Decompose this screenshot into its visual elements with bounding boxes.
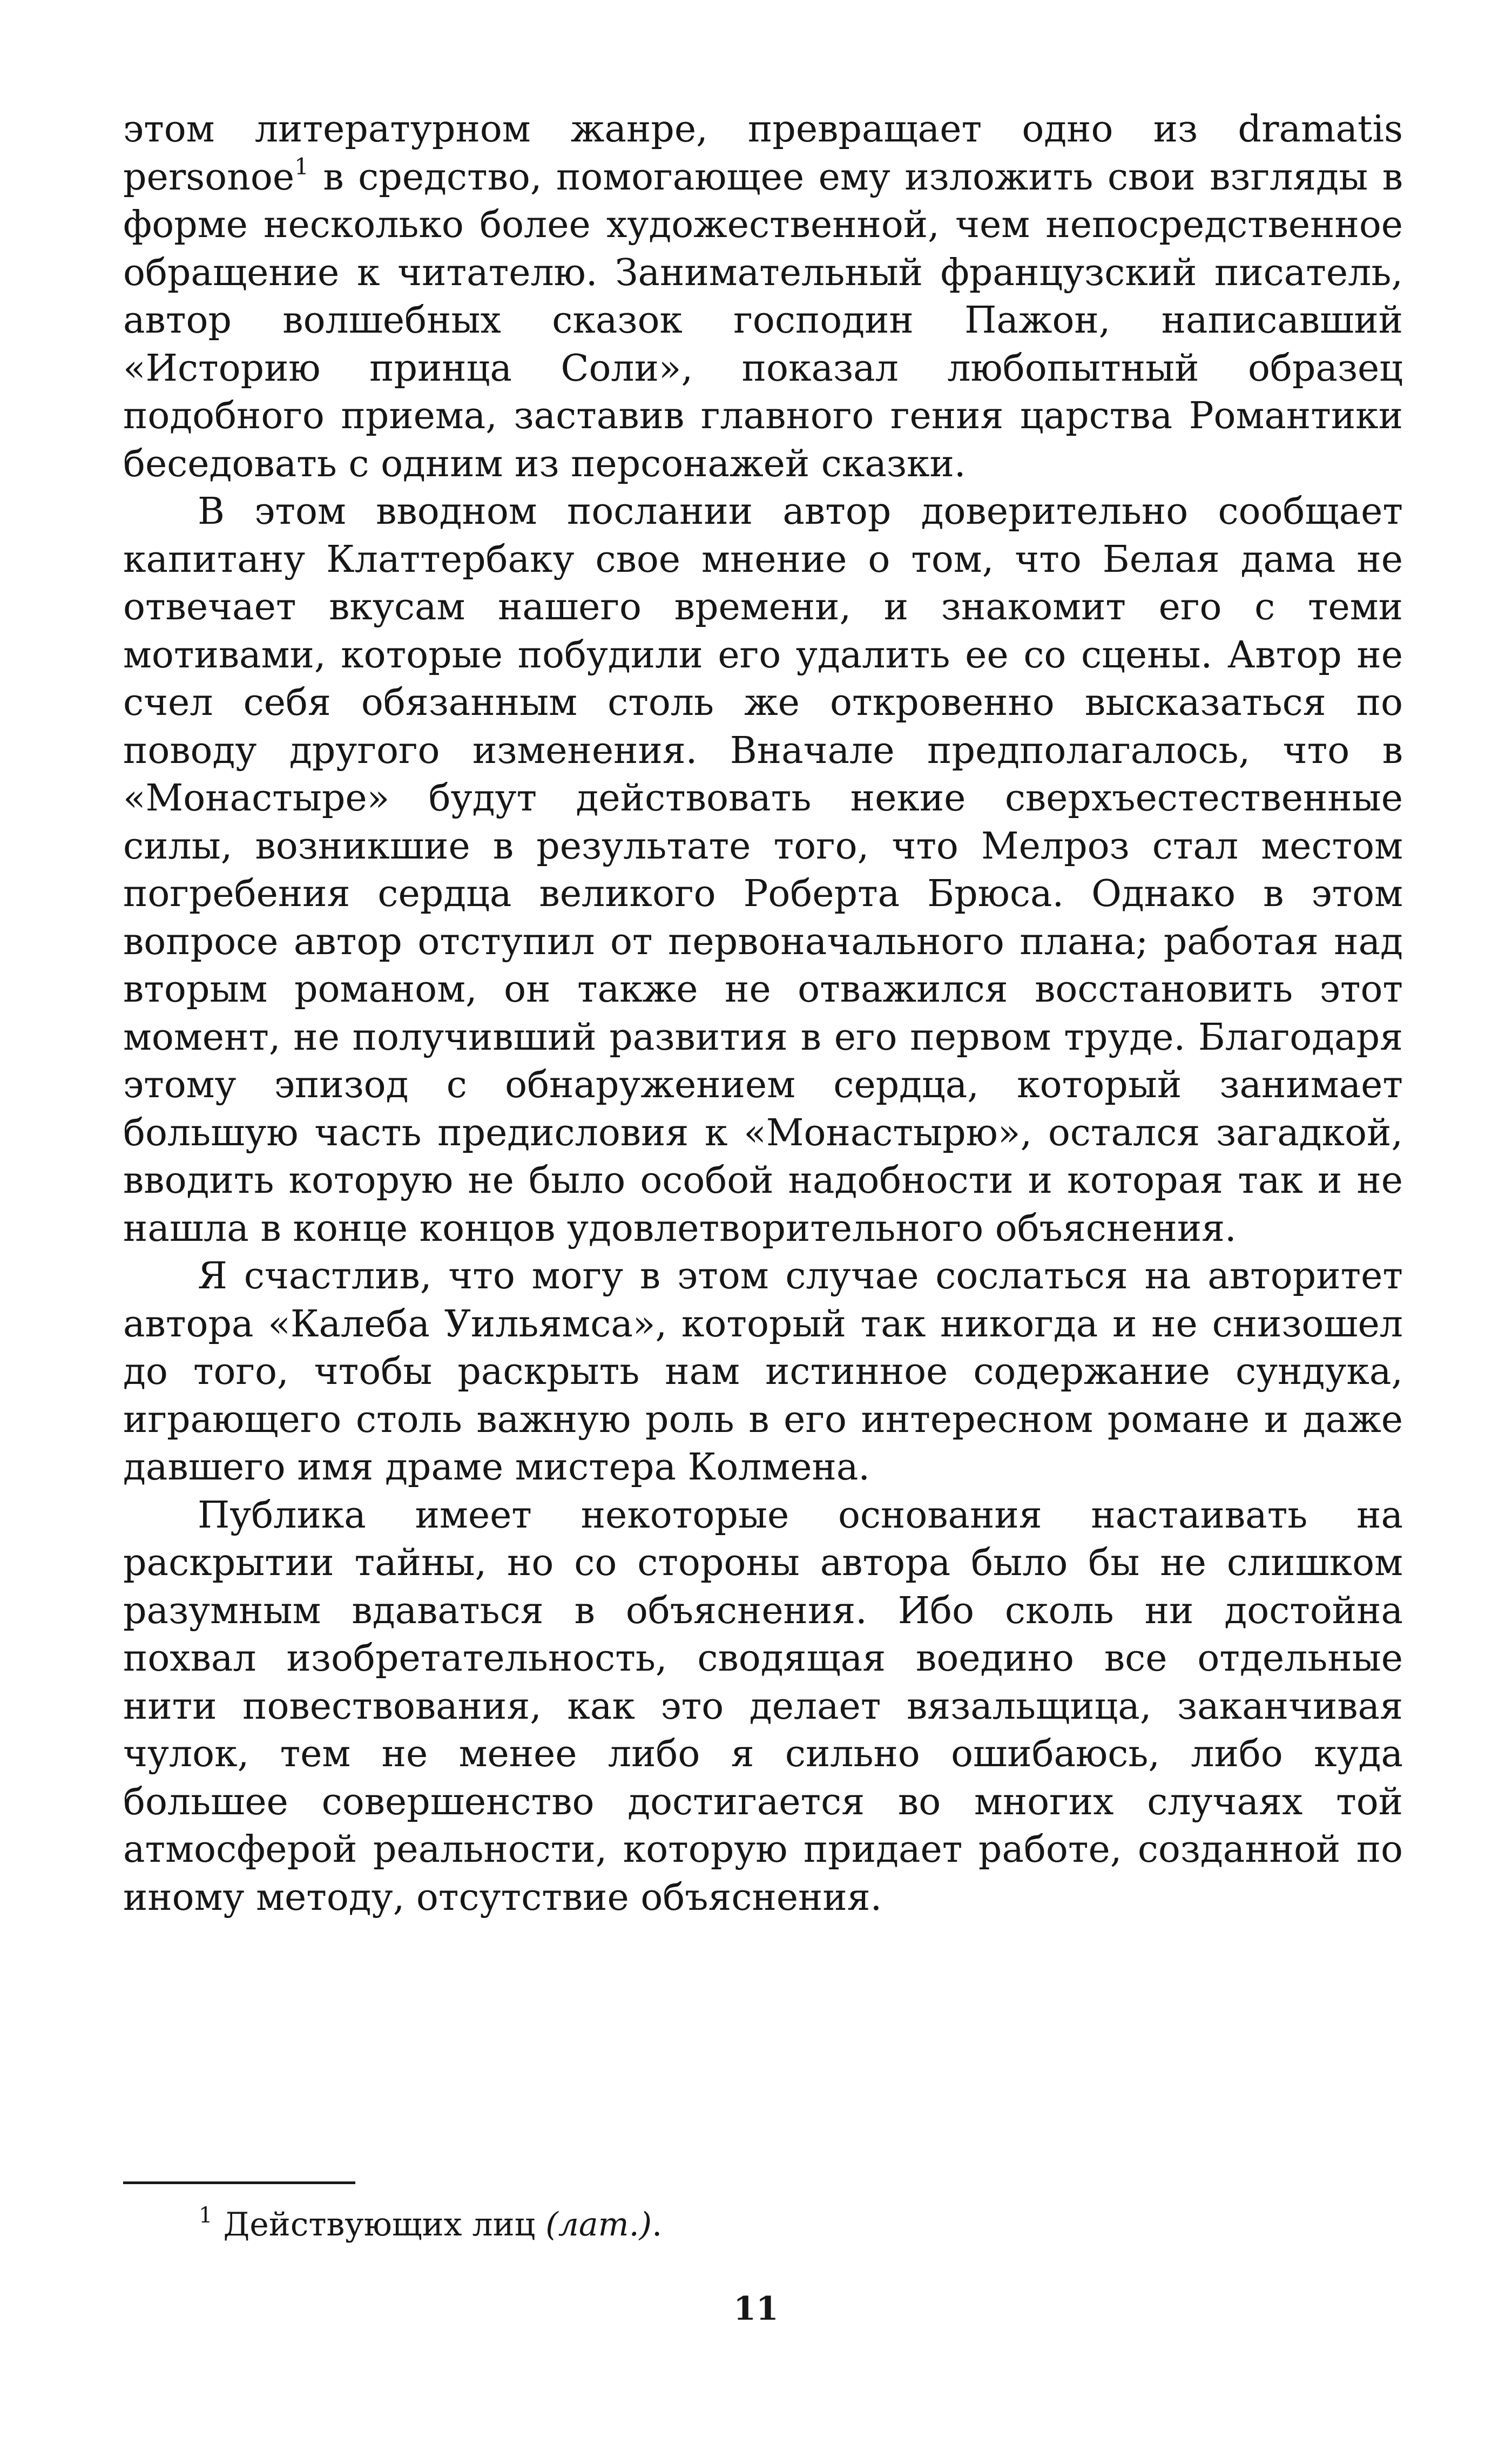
paragraph-1 [123,106,1403,488]
page-body [123,106,1403,1922]
paragraph-3: Я счастлив, что могу в этом случае сослаться на авторитет автора «Калеба Уильямса», который так никогда и не снизошел до того, чтобы раскрыть нам истинное содержание сундука, играющего столь важную роль в его интересном романе и даже давшего имя драме мистера Колмена. [123,1255,1403,1489]
footnote-language-note: (лат.) [545,2206,652,2244]
footnote-text: Действующих лиц [223,2206,546,2244]
paragraph-1-text-start: этом литературном жанре, превращает одно из dramatis personoe [123,108,1403,199]
footnote-mark: 1 [199,2203,213,2228]
footnote-reference: 1 [294,153,309,180]
footnote [199,2203,662,2246]
footnote-divider [123,2181,355,2184]
page-number: 11 [733,2290,779,2328]
paragraph-2: В этом вводном послании автор доверительно сообщает капитану Клаттербаку свое мнение о том, что Белая дама не отвечает вкусам нашего времени, и знакомит его с теми мотивами, которые побудили его удалить ее со сцены. Автор не счел себя обязанным столь же откровенно высказаться по поводу другого изменения. Вначале предполагалось, что в «Монастыре» будут действовать некие сверхъестественные силы, возникшие в результате того, что Мелроз стал местом погребения сердца великого Роберта Брюса. Однако в этом вопросе автор отступил от первоначального плана; работая над вторым романом, он также не отважился восстановить этот момент, не получивший развития в его первом труде. Благодаря этому эпизод с обнаружением сердца, который занимает большую часть предисловия к «Монастырю», остался загадкой, вводить которую не было особой надобности и которая так и не нашла в конце концов удовлетворительного объяснения. [123,490,1403,1250]
paragraph-1-text-end: в средство, помогающее ему изложить свои взгляды в форме несколько более художественной, чем непосредственное обращение к читателю. Занимательный французский писатель, автор волшебных сказок господин Пажон, написавший «Историю принца Соли», показал любопытный образец подобного приема, заставив главного гения царства Романтики беседовать с одним из персонажей сказки. [123,156,1403,485]
paragraph-4: Публика имеет некоторые основания настаивать на раскрытии тайны, но со стороны автора было бы не слишком разумным вдаваться в объяснения. Ибо сколь ни достойна похвал изобретательность, сводящая воедино все отдельные нити повествования, как это делает вязальщица, заканчивая чулок, тем не менее либо я сильно ошибаюсь, либо куда большее совершенство достигается во многих случаях той атмосферой реальности, которую придает работе, созданной по иному методу, отсутствие объяснения. [123,1494,1403,1919]
footnote-end: . [652,2206,663,2244]
